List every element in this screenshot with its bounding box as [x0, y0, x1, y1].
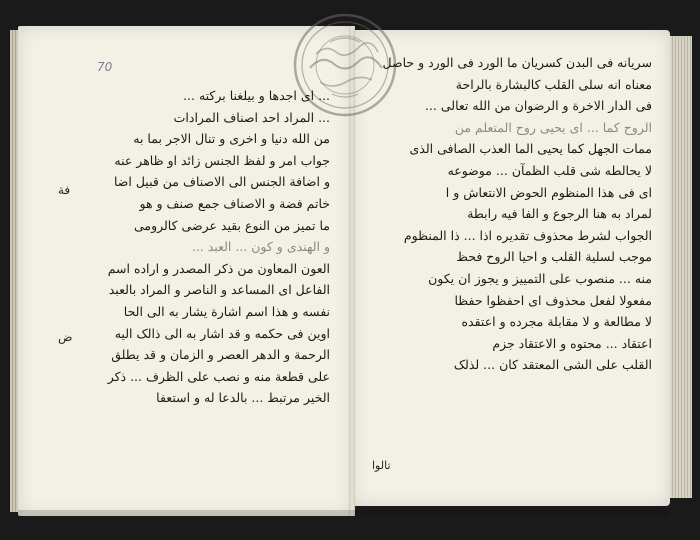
text-line: خاتم فضة و الاصناف جمع صنف و هو [139, 195, 330, 211]
text-line: الفاعل ای المساعد و الناصر و المراد بالعبد [108, 282, 330, 298]
text-line: ... ای اجدها و بیلغنا برکته ... [183, 88, 330, 103]
text-line: فی الدار الاخرة و الرضوان من الله تعالی ... [424, 98, 652, 114]
text-line: معناه انه سلی القلب کالبشارة بالراحة [455, 76, 652, 92]
text-line: لمراد به هنا الرجوع و الفا فیه رابطة [467, 206, 652, 222]
margin-note: فة [58, 183, 71, 197]
text-line: منه ... منصوب علی التمییز و یجوز ان یکون [428, 270, 652, 286]
text-line: علی قطعة منه و نصب علی الظرف ... ذکر [107, 368, 330, 384]
text-line: نفسه و هذا اسم اشارة یشار به الی الحا [123, 303, 330, 319]
text-line: اوین فی حکمه و قد اشار به الی ذالک الیه [114, 325, 330, 341]
folio-number: 70 [97, 60, 113, 74]
text-line: من الله دنیا و اخری و تنال الاجر بما به [133, 131, 330, 147]
text-line: لا مطالعة و لا مقابلة مجرده و اعتقده [461, 314, 652, 330]
left-page-text [98, 85, 330, 409]
text-line: ... المراد احد اصناف المرادات [173, 109, 330, 125]
text-line: لا یحالطه شی قلب الظمآن ... موضوعه [447, 162, 652, 178]
text-line: ما تمیز من النوع بقید عرضی کالرومی [133, 217, 330, 233]
text-line: العون المعاون من ذکر المصدر و اراده اسم [107, 260, 330, 276]
text-line: و الهندی و کون ... العبد ... [191, 239, 330, 255]
page-shadow [18, 510, 670, 516]
text-line: ای فی هذا المنظوم الحوض الانتعاش و ا [445, 184, 652, 200]
text-line: الخیر مرتبط ... بالدعا له و استعفا [156, 390, 330, 406]
page-edges-right [670, 36, 692, 498]
text-line: ممات الجهل کما یحیی الما العذب الصافی الذی [409, 141, 652, 157]
text-line: مفعولا لفعل محذوف ای احفظوا حفظا [454, 292, 652, 308]
text-line: القلب علی الشی المعتقد کان ... لذلک [453, 357, 652, 373]
text-line: اعتقاد ... محتوه و الاعتقاد جزم [492, 335, 652, 351]
text-line: الرحمة و الدهر العصر و الزمان و قد یطلق [111, 347, 330, 363]
text-line: و اضافة الجنس الی الاصناف من قبیل اضا [113, 174, 330, 190]
margin-note: ض [58, 330, 73, 344]
text-line: الروح کما ... ای یحیی روح المتعلم من [454, 119, 652, 135]
text-line: جواب امر و لفظ الجنس زائد او ظاهر عنه [114, 152, 330, 168]
catchword: تالوا [372, 459, 391, 472]
text-line: سریانه فی البدن کسریان ما الورد فی الورد و حاصل [382, 55, 652, 70]
text-line: موجب لسلیة القلب و احیا الروح فحظ [456, 249, 652, 265]
right-page-text [362, 52, 652, 376]
text-line: الجواب لشرط محذوف تقدیره اذا ... ذا المنظوم [403, 227, 652, 243]
